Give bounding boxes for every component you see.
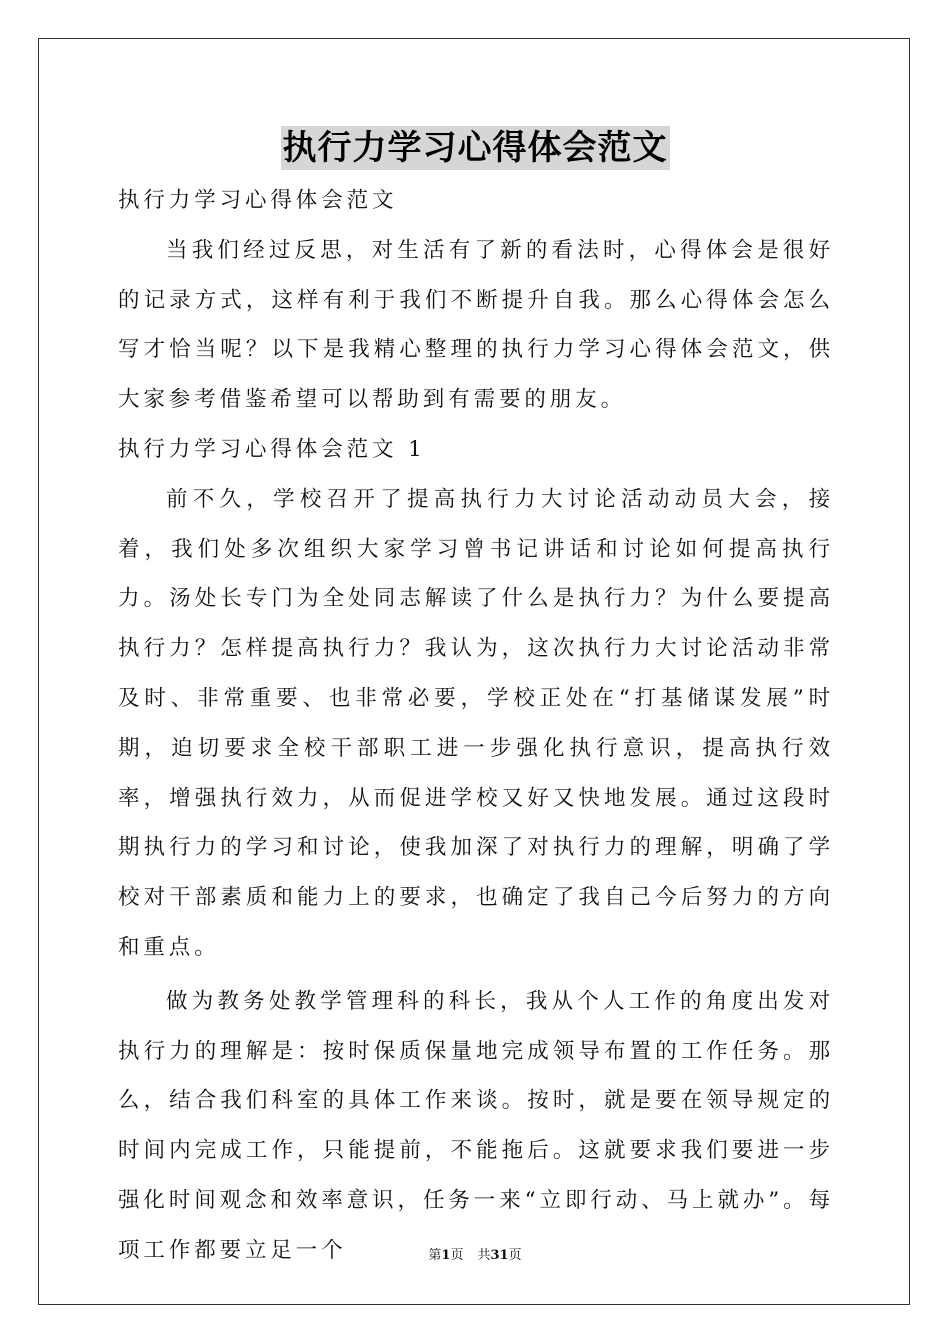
body-paragraph: 做为教务处教学管理科的科长，我从个人工作的角度出发对执行力的理解是：按时保质保量地完成领导布置的工作任务。那么，结合我们科室的具体工作来谈。按时，就是要在领导规定的时间内完成工作，只能提前，不能拖后。这就要求我们要进一步强化时间观念和效率意识，任务一来“立即行动、马上就办”。每项工作都要立足一个 [118, 988, 834, 1263]
intro-paragraph: 当我们经过反思，对生活有了新的看法时，心得体会是很好的记录方式，这样有利于我们不断提升自我。那么心得体会怎么写才恰当呢？以下是我精心整理的执行力学习心得体会范文，供大家参考借鉴希望可以帮助到有需要的朋友。 [118, 237, 834, 413]
title-container [0, 126, 950, 170]
section-heading: 执行力学习心得体会范文 1 [118, 436, 426, 462]
page-number: 1 [441, 1248, 451, 1263]
body-paragraph: 前不久，学校召开了提高执行力大讨论活动动员大会，接着，我们处多次组织大家学习曾书记讲话和讨论如何提高执行力。汤处长专门为全处同志解读了什么是执行力？为什么要提高执行力？怎样提高执行力？我认为，这次执行力大讨论活动非常及时、非常重要、也非常必要，学校正处在“打基储谋发展”时期，迫切要求全校干部职工进一步强化执行意识，提高执行效率，增强执行效力，从而促进学校又好又快地发展。通过这段时期执行力的学习和讨论，使我加深了对执行力的理解，明确了学校对干部素质和能力上的要求，也确定了我自己今后努力的方向和重点。 [118, 486, 834, 960]
document-subtitle: 执行力学习心得体会范文 [118, 188, 398, 213]
total-prefix: 共 [477, 1248, 491, 1263]
document-body [118, 176, 834, 1276]
page-suffix: 页 [450, 1248, 464, 1263]
total-suffix: 页 [508, 1248, 522, 1263]
page-prefix: 第 [428, 1248, 442, 1263]
total-pages: 31 [490, 1248, 509, 1263]
page-footer [0, 1244, 950, 1263]
document-title: 执行力学习心得体会范文 [282, 128, 668, 168]
